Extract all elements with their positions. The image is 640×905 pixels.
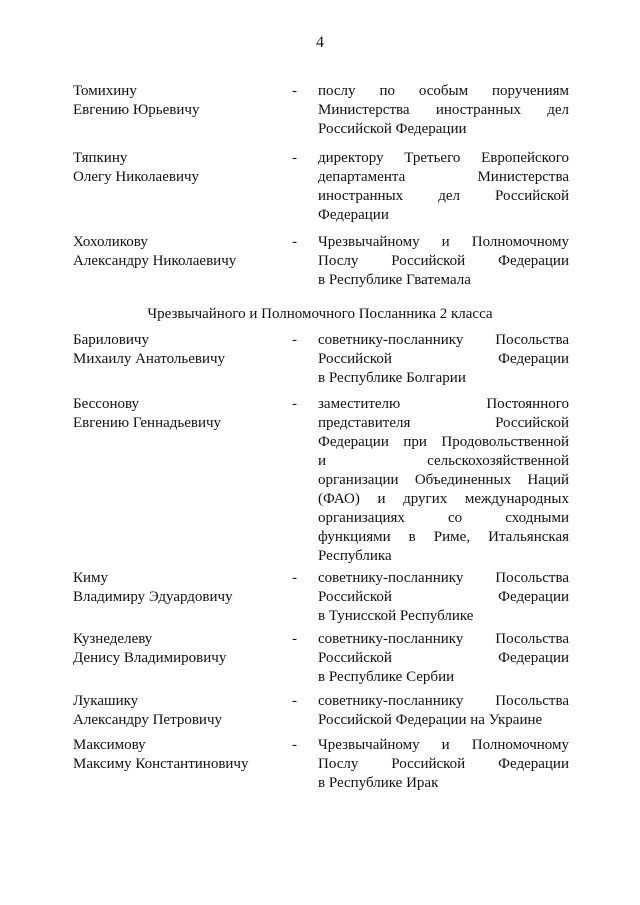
position-line: в Республике Ирак (318, 775, 439, 791)
position-line: Послу Российской Федерации (318, 253, 569, 269)
given-names: Олегу Николаевичу (73, 169, 200, 185)
surname: Хохоликову (73, 234, 148, 250)
position-line: представителя Российской (318, 415, 569, 431)
position-line: послу по особым поручениям (318, 83, 569, 99)
position-line: в Республике Гватемала (318, 272, 471, 288)
position-line: в Республике Болгарии (318, 370, 466, 386)
page-number: 4 (316, 34, 324, 51)
position-line: организации Объединенных Наций (318, 472, 569, 488)
position-text (318, 692, 569, 730)
position-line: директору Третьего Европейского (318, 150, 569, 166)
position-text (318, 331, 569, 388)
position-line: организациях со сходными (318, 510, 569, 526)
position-line: Республика (318, 548, 392, 564)
surname: Бариловичу (73, 332, 149, 348)
dash-separator: - (292, 332, 297, 348)
person-name (73, 331, 288, 369)
position-line: и сельскохозяйственной (318, 453, 569, 469)
dash-separator: - (292, 150, 297, 166)
position-line: Федерации (318, 207, 389, 223)
position-line: Российской Федерации (318, 351, 569, 367)
dash-separator: - (292, 737, 297, 753)
position-text (318, 736, 569, 793)
position-line: в Тунисской Республике (318, 608, 474, 624)
dash-separator: - (292, 631, 297, 647)
position-line: Российской Федерации на Украине (318, 712, 543, 728)
position-line: советнику-посланнику Посольства (318, 693, 569, 709)
position-line: в Республике Сербии (318, 669, 455, 685)
surname: Максимову (73, 737, 146, 753)
position-line: Чрезвычайному и Полномочному (318, 737, 569, 753)
surname: Бессонову (73, 396, 140, 412)
dash-separator: - (292, 234, 297, 250)
person-name (73, 569, 288, 607)
given-names: Евгению Геннадьевичу (73, 415, 222, 431)
given-names: Александру Николаевичу (73, 253, 237, 269)
position-line: Чрезвычайному и Полномочному (318, 234, 569, 250)
dash-separator: - (292, 396, 297, 412)
position-text (318, 395, 569, 566)
position-line: Послу Российской Федерации (318, 756, 569, 772)
person-name (73, 692, 288, 730)
position-line: советнику-посланнику Посольства (318, 631, 569, 647)
position-line: Министерства иностранных дел (318, 102, 569, 118)
position-line: Российской Федерации (318, 650, 569, 666)
position-line: советнику-посланнику Посольства (318, 332, 569, 348)
position-line: иностранных дел Российской (318, 188, 569, 204)
person-name (73, 736, 288, 774)
person-name (73, 395, 288, 433)
position-text (318, 233, 569, 290)
surname: Лукашику (73, 693, 139, 709)
person-name (73, 630, 288, 668)
position-line: функциями в Риме, Итальянская (318, 529, 569, 545)
dash-separator: - (292, 693, 297, 709)
person-name (73, 149, 288, 187)
surname: Томихину (73, 83, 137, 99)
position-text (318, 630, 569, 687)
position-line: департамента Министерства (318, 169, 569, 185)
dash-separator: - (292, 83, 297, 99)
given-names: Максиму Константиновичу (73, 756, 249, 772)
dash-separator: - (292, 570, 297, 586)
position-line: Федерации при Продовольственной (318, 434, 569, 450)
position-line: (ФАО) и других международных (318, 491, 569, 507)
person-name (73, 233, 288, 271)
position-text (318, 569, 569, 626)
position-text (318, 149, 569, 225)
position-line: Российской Федерации (318, 121, 467, 137)
surname: Тяпкину (73, 150, 128, 166)
position-line: Российской Федерации (318, 589, 569, 605)
given-names: Денису Владимировичу (73, 650, 227, 666)
position-line: советнику-посланнику Посольства (318, 570, 569, 586)
position-line: заместителю Постоянного (318, 396, 569, 412)
surname: Киму (73, 570, 109, 586)
rank-section-heading: Чрезвычайного и Полномочного Посланника 2 класса (147, 306, 493, 322)
given-names: Владимиру Эдуардовичу (73, 589, 233, 605)
given-names: Михаилу Анатольевичу (73, 351, 226, 367)
position-text (318, 82, 569, 139)
surname: Кузнеделеву (73, 631, 153, 647)
given-names: Александру Петровичу (73, 712, 222, 728)
given-names: Евгению Юрьевичу (73, 102, 200, 118)
person-name (73, 82, 288, 120)
